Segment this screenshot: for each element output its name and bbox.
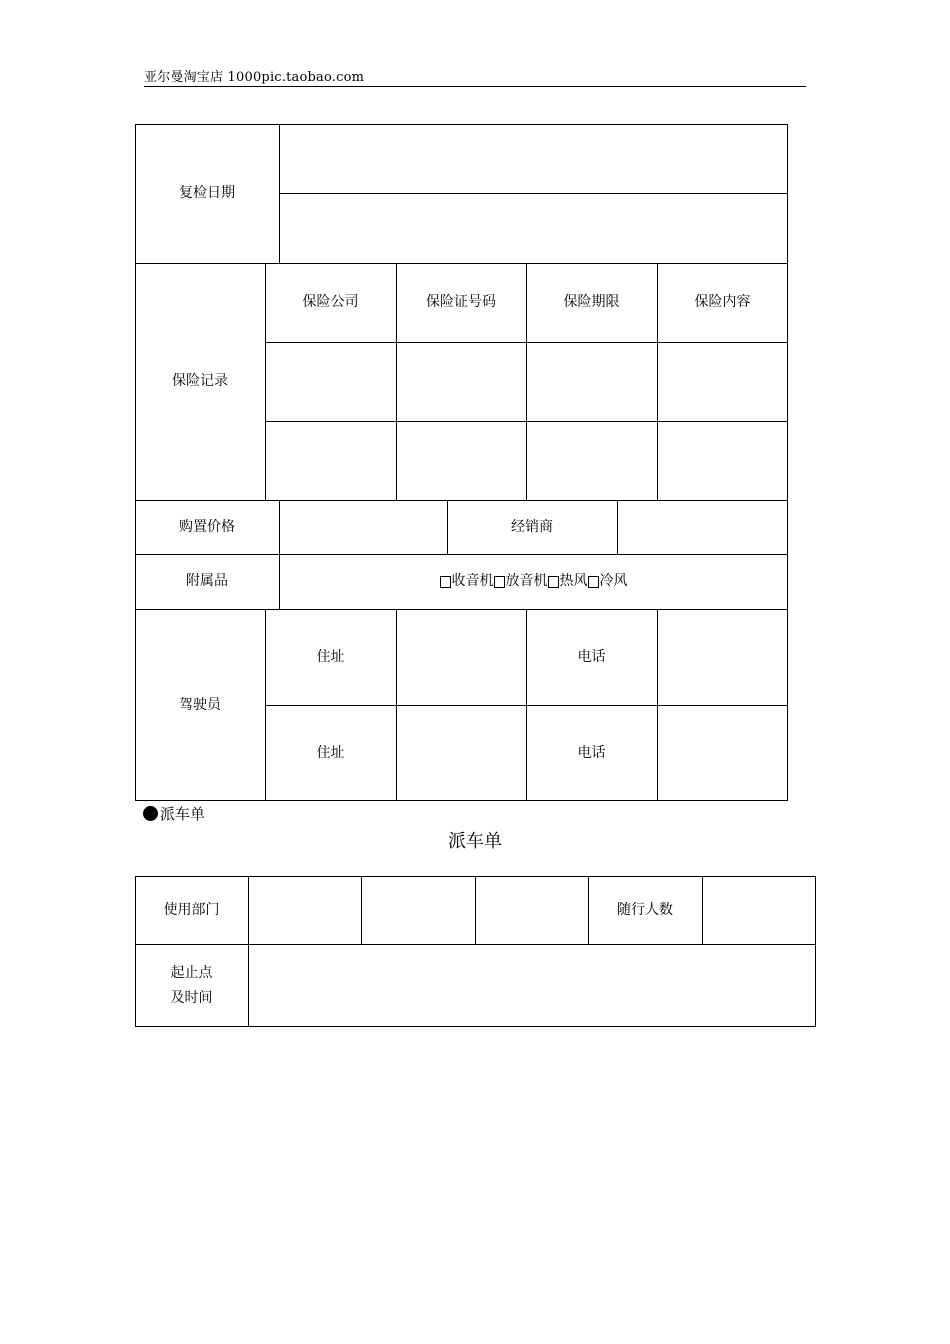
companions-label: 随行人数 [617, 901, 673, 918]
dispatch-form-title: 派车单 [448, 831, 502, 852]
department-field-3[interactable] [476, 877, 587, 943]
dispatch-section-heading [143, 803, 205, 824]
driver-2-phone-field[interactable] [658, 706, 787, 800]
accessory-radio-label: 收音机 [451, 573, 494, 589]
route-time-field[interactable] [249, 945, 815, 1026]
accessories-options [279, 554, 788, 609]
insurance-col-term: 保险期限 [563, 294, 620, 310]
insurance-record-label: 保险记录 [172, 373, 228, 389]
accessory-ac-label: 冷风 [599, 573, 628, 589]
insurance-entry-row-1[interactable] [266, 343, 788, 421]
driver-2-address-label: 住址 [316, 744, 345, 761]
purchase-price-label: 购置价格 [179, 518, 235, 535]
insurance-col-policy-number: 保险证号码 [426, 294, 496, 310]
recheck-date-field-1[interactable] [280, 125, 787, 192]
recheck-date-label: 复检日期 [179, 185, 235, 201]
insurance-entry-row-2[interactable] [266, 422, 788, 500]
heater-checkbox[interactable] [548, 576, 559, 588]
radio-checkbox[interactable] [440, 576, 451, 588]
department-label: 使用部门 [163, 901, 220, 918]
driver-1-address-label: 住址 [316, 648, 345, 665]
insurance-col-content: 保险内容 [694, 294, 751, 310]
driver-1-phone-label: 电话 [577, 648, 606, 665]
purchase-price-field[interactable] [280, 501, 446, 553]
header-shop-text: 亚尔曼淘宝店 1000pic.taobao.com [144, 70, 365, 85]
dispatch-heading-text: 派车单 [160, 805, 206, 823]
driver-1-phone-field[interactable] [658, 610, 787, 704]
insurance-col-company: 保险公司 [302, 294, 359, 310]
route-time-label [135, 944, 248, 1027]
accessories-label: 附属品 [186, 573, 228, 589]
companions-field[interactable] [703, 877, 815, 943]
dealer-label: 经销商 [511, 518, 553, 535]
driver-2-phone-label: 电话 [577, 744, 606, 761]
cassette-checkbox[interactable] [494, 576, 505, 588]
department-field-2[interactable] [362, 877, 474, 943]
route-label-line-2: 及时间 [170, 989, 213, 1006]
department-field-1[interactable] [249, 877, 360, 943]
accessory-heater-label: 热风 [559, 573, 588, 589]
recheck-date-field-2[interactable] [280, 194, 787, 262]
driver-label: 驾驶员 [179, 696, 221, 713]
route-label-line-1: 起止点 [170, 964, 213, 981]
accessory-cassette-label: 放音机 [505, 573, 548, 589]
header-rule [144, 86, 806, 87]
driver-2-address-field[interactable] [397, 706, 525, 800]
bullet-icon [143, 806, 158, 821]
dealer-field[interactable] [618, 501, 787, 553]
driver-1-address-field[interactable] [397, 610, 525, 704]
air-conditioner-checkbox[interactable] [588, 576, 599, 588]
